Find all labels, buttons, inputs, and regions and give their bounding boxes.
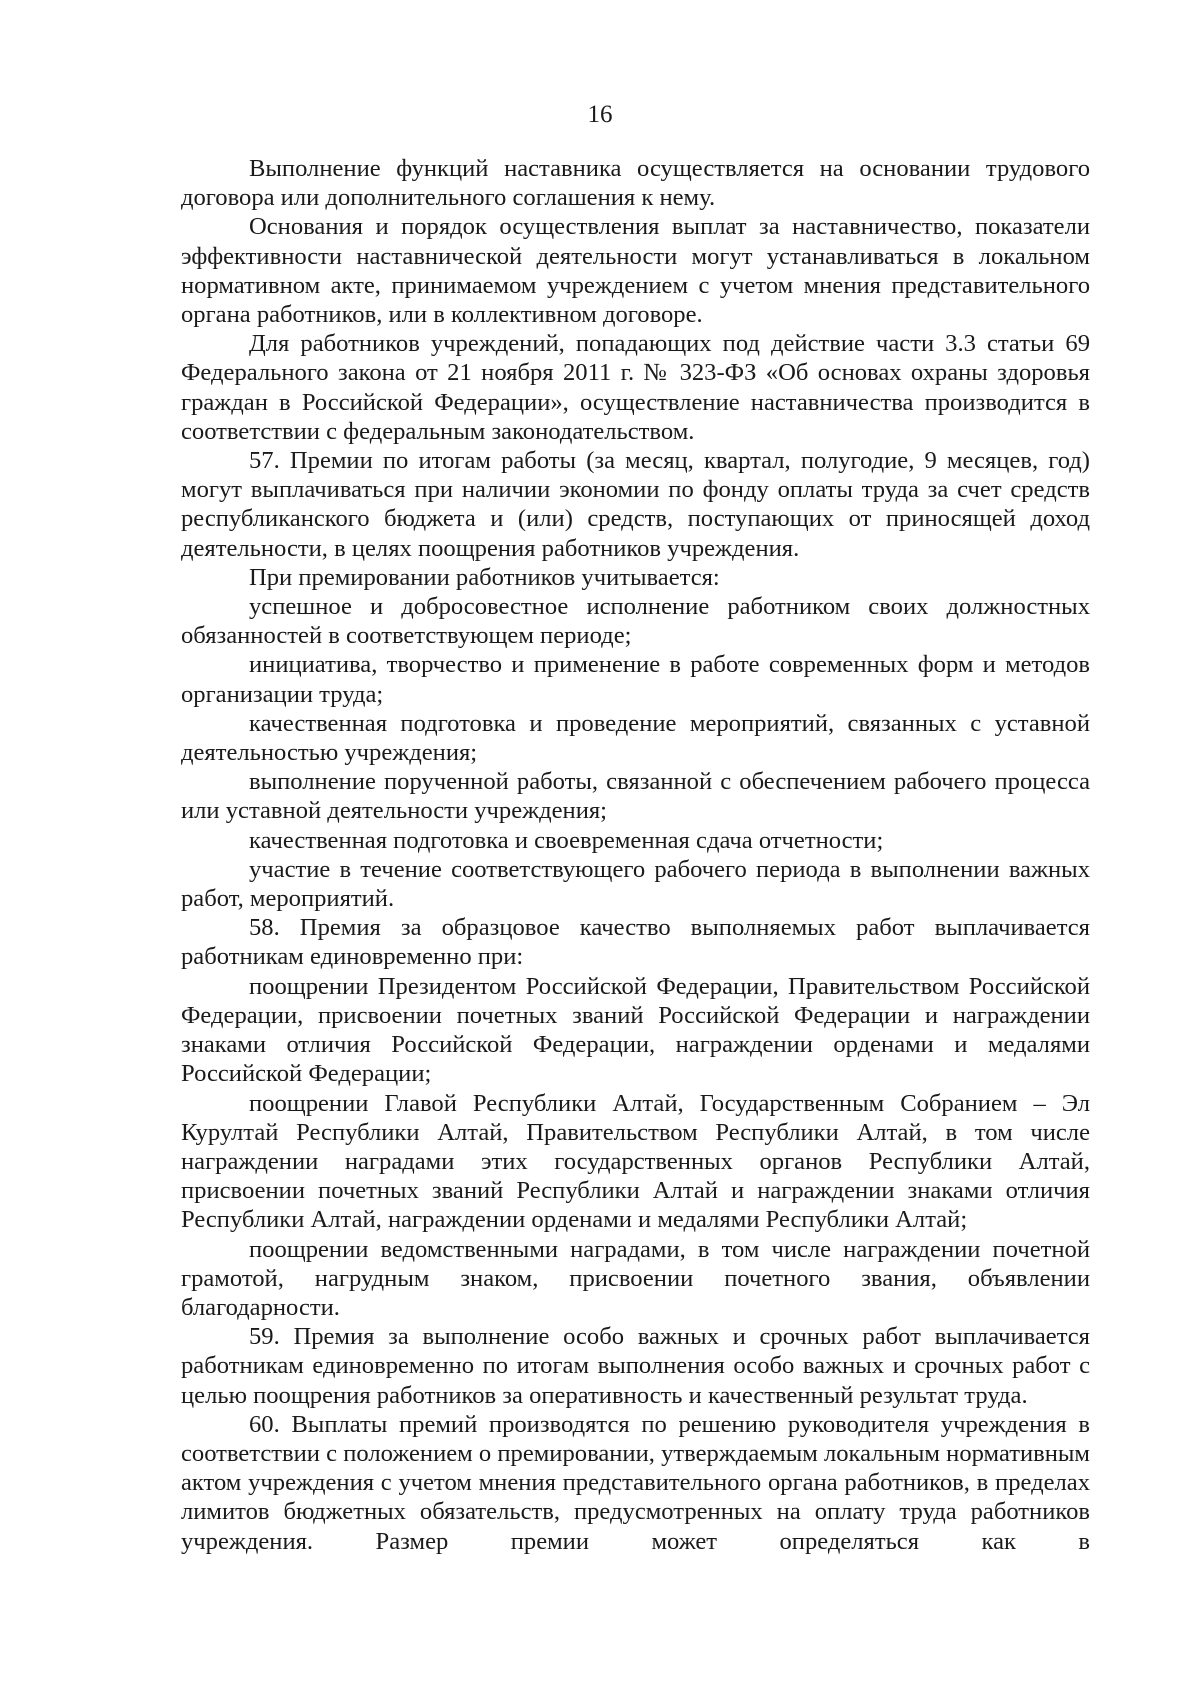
paragraph-60: 60. Выплаты премий производятся по решению руководителя учреждения в соответствии с положением о премировании, утверждаемым локальным нормативным актом учреждения с учетом мнения представительного органа работников, в пределах лимитов бюджетных обязательств, предусмотренных на оплату труда работников учреждения. Размер премии может определяться как в — [181, 1410, 1090, 1555]
paragraph-58: 58. Премия за образцовое качество выполняемых работ выплачивается работникам единовременно при: — [181, 914, 1090, 971]
list-item-criteria-1: успешное и добросовестное исполнение работником своих должностных обязанностей в соответствующем периоде; — [181, 593, 1090, 650]
paragraph-57: 57. Премии по итогам работы (за месяц, квартал, полугодие, 9 месяцев, год) могут выплачиваться при наличии экономии по фонду оплаты труда за счет средств республиканского бюджета и (или) средств, поступающих от приносящей доход деятельности, в целях поощрения работников учреждения. — [181, 447, 1090, 562]
paragraph-federal-law: Для работников учреждений, попадающих под действие части 3.3 статьи 69 Федерального закона от 21 ноября 2011 г. № 323-ФЗ «Об основах охраны здоровья граждан в Российской Федерации», осуществление наставничества производится в соответствии с федеральным законодательством. — [181, 330, 1090, 445]
list-item-criteria-4: выполнение порученной работы, связанной с обеспечением рабочего процесса или уставной деятельности учреждения; — [181, 768, 1090, 825]
page-number: 16 — [587, 101, 613, 128]
list-item-criteria-5: качественная подготовка и своевременная сдача отчетности; — [249, 826, 884, 854]
paragraph-mentor-contract: Выполнение функций наставника осуществляется на основании трудового договора или дополнительного соглашения к нему. — [181, 155, 1090, 212]
paragraph-59: 59. Премия за выполнение особо важных и срочных работ выплачивается работникам единовременно по итогам выполнения особо важных и срочных работ с целью поощрения работников за оперативность и качественный результат труда. — [181, 1323, 1090, 1409]
list-item-award-republic: поощрении Главой Республики Алтай, Государственным Собранием – Эл Курултай Республики Алтай, Правительством Республики Алтай, в том числе награждении наградами этих государственных органов Республики Алтай, присвоении почетных званий Республики Алтай и награждении знаками отличия Республики Алтай, награждении орденами и медалями Республики Алтай; — [181, 1089, 1090, 1234]
list-item-criteria-6: участие в течение соответствующего рабочего периода в выполнении важных работ, мероприятий. — [181, 855, 1090, 913]
list-item-award-departmental: поощрении ведомственными наградами, в том числе награждении почетной грамотой, нагрудным знаком, присвоении почетного звания, объявлении благодарности. — [181, 1235, 1090, 1321]
document-body — [181, 154, 1090, 1556]
list-item-criteria-2: инициатива, творчество и применение в работе современных форм и методов организации труда; — [181, 651, 1090, 708]
paragraph-mentor-payments: Основания и порядок осуществления выплат за наставничество, показатели эффективности наставнической деятельности могут устанавливаться в локальном нормативном акте, принимаемом учреждением с учетом мнения представительного органа работников, или в коллективном договоре. — [181, 213, 1090, 329]
list-item-award-federal: поощрении Президентом Российской Федерации, Правительством Российской Федерации, присвоении почетных званий Российской Федерации и награждении знаками отличия Российской Федерации, награждении орденами и медалями Российской Федерации; — [181, 972, 1090, 1088]
paragraph-bonus-criteria-intro: При премировании работников учитывается: — [249, 563, 720, 591]
list-item-criteria-3: качественная подготовка и проведение мероприятий, связанных с уставной деятельностью учреждения; — [181, 709, 1090, 767]
